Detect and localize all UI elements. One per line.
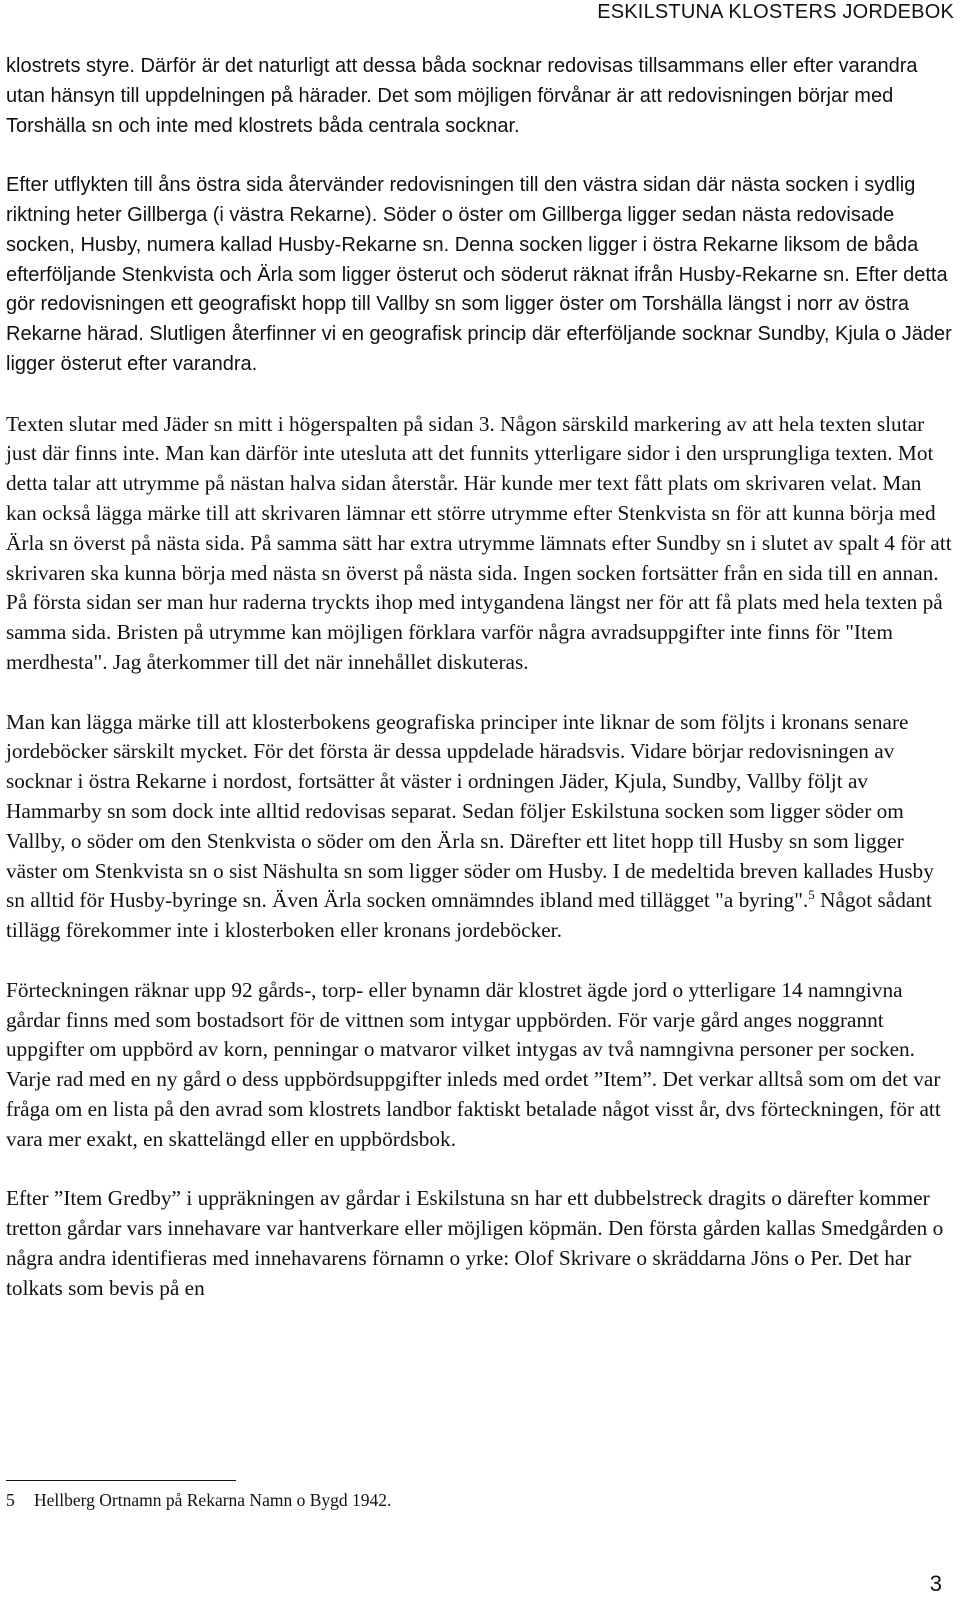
paragraph-text: Något sådant tillägg förekommer inte i klosterboken eller kronans jordeböcker. [6,888,932,943]
paragraph: Förteckningen räknar upp 92 gårds-, torp- eller bynamn där klostret ägde jord o ytterligare 14 namngivna gårdar finns med som bostadsort för de vittnen som intygar uppbörden. För varje gård anges noggrannt uppgifter om uppbörd av korn, penningar o matvaror vilket intygas av två namngivna personer per socken. Varje rad med en ny gård o dess uppbördsuppgifter inleds med ordet ”Item”. Det verkar alltså som om det var fråga om en lista på den avrad som klostrets landbor faktiskt betalade något visst år, dvs förteckningen, för att vara mer exakt, en skattelängd eller en uppbördsbok. [6,977,941,1151]
running-header: ESKILSTUNA KLOSTERS JORDEBOK [597,1,954,23]
footnote-reference[interactable]: 5 [808,887,815,903]
page-number: 3 [929,1571,942,1596]
paragraph: klostrets styre. Därför är det naturligt att dessa båda socknar redovisas tillsammans eller efter varandra utan hänsyn till uppdelningen på härader. Det som möjligen förvånar är att redovisningen börjar med Torshälla sn och inte med klostrets båda centrala socknar. [6,55,918,137]
body-text [6,52,954,1333]
footnote-number: 5 [6,1490,15,1510]
footnote-separator [6,1480,236,1481]
paragraph: Texten slutar med Jäder sn mitt i högerspalten på sidan 3. Någon särskild markering av att hela texten slutar just där finns inte. Man kan därför inte utesluta att det funnits ytterligare sidor i den ursprungliga texten. Mot detta talar att utrymme på nästan halva sidan återstår. Här kunde mer text fått plats om skrivaren velat. Man kan också lägga märke till att skrivaren lämnar ett större utrymme efter Stenkvista sn för att kunna börja med Ärla sn överst på nästa sida. På samma sätt har extra utrymme lämnats efter Sundby sn i slutet av spalt 4 för att skrivaren ska kunna börja med nästa sn överst på nästa sida. Ingen socken fortsätter från en sida till en annan. På första sidan ser man hur raderna tryckts ihop med intygandena längst ner för att få plats med hela texten på samma sida. Bristen på utrymme kan möjligen förklara varför några avradsuppgifter inte finns för "Item merdhesta". Jag återkommer till det när innehållet diskuteras. [6,411,952,674]
footnote [6,1488,391,1512]
paragraph-text: Man kan lägga märke till att klosterbokens geografiska principer inte liknar de som följts i kronans senare jordeböcker särskilt mycket. För det första är dessa uppdelade häradsvis. Vidare börjar redovisningen av socknar i östra Rekarne i nordost, fortsätter åt väster i ordningen Jäder, Kjula, Sundby, Vallby följt av Hammarby sn som dock inte alltid redovisas separat. Sedan följer Eskilstuna socken som ligger söder om Vallby, o söder om den Stenkvista o söder om den Ärla sn. Därefter ett litet hopp till Husby sn som ligger väster om Stenkvista sn o sist Näshulta sn som ligger söder om Husby. I de medeltida breven kallades Husby sn alltid för Husby-byringe sn. Även Ärla socken omnämndes ibland med tillägget "a byring". [6,709,934,913]
paragraph [6,708,954,946]
paragraph: Efter utflykten till åns östra sida återvänder redovisningen till den västra sidan där nästa socken i sydlig riktning heter Gillberga (i västra Rekarne). Söder o öster om Gillberga ligger sedan nästa redovisade socken, Husby, numera kallad Husby-Rekarne sn. Denna socken ligger i östra Rekarne liksom de båda efterföljande Stenkvista och Ärla som ligger österut och söderut räknat ifrån Husby-Rekarne sn. Efter detta gör redovisningen ett geografiskt hopp till Vallby sn som ligger öster om Torshälla längst i norr av östra Rekarne härad. Slutligen återfinner vi en geografisk princip där efterföljande socknar Sundby, Kjula o Jäder ligger österut efter varandra. [6,174,952,375]
paragraph: Efter ”Item Gredby” i uppräkningen av gårdar i Eskilstuna sn har ett dubbelstreck dragits o därefter kommer tretton gårdar vars innehavare var hantverkare eller möjligen köpmän. Den första gården kallas Smedgården o några andra identifieras med innehavarens förnamn o yrke: Olof Skrivare o skräddarna Jöns o Per. Det har tolkats som bevis på en [6,1186,944,1300]
footnote-text: Hellberg Ortnamn på Rekarna Namn o Bygd 1942. [34,1490,392,1510]
